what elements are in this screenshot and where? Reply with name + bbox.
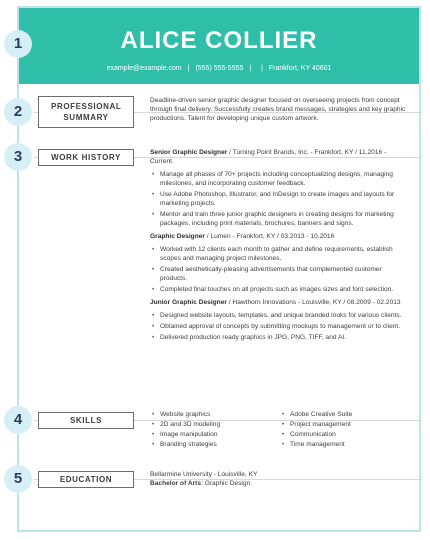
degree-line	[150, 479, 406, 488]
step-badge-3: 3	[4, 143, 32, 171]
location-text: Frankfort, KY 40601	[268, 65, 332, 72]
job-title: Graphic Designer	[150, 233, 205, 240]
job-heading	[150, 232, 406, 241]
step-badge-4: 4	[4, 406, 32, 434]
job-title: Junior Graphic Designer	[150, 299, 227, 306]
school-name: Bellarmine University - Louisville, KY	[150, 471, 258, 478]
job-bullets	[150, 245, 406, 294]
email-text: example@example.com	[106, 65, 182, 72]
job-bullet: • Manage all phases of 70+ projects including conceptualizing designs, managing milestones, and incorporating customer feedback.	[150, 170, 406, 188]
job-bullets	[150, 311, 406, 342]
skills-list-left	[150, 410, 280, 450]
education-heading	[38, 471, 134, 488]
skill-item: • Website graphics	[150, 410, 280, 420]
summary-text: Deadline-driven senior graphic designer focused on overseeing projects from concept through final delivery. Successfully creates brand messages, strategies and key graphic productions. Talent for developing unique custom artwork.	[150, 97, 406, 122]
work-history-content	[150, 148, 406, 344]
job-entry	[150, 298, 406, 342]
step-badge-2: 2	[4, 98, 32, 126]
step-badge-5: 5	[4, 465, 32, 493]
job-heading	[150, 298, 406, 307]
degree-field: : Graphic Design	[201, 480, 251, 487]
contact-separator: |	[187, 65, 190, 72]
contact-separator: |	[261, 65, 263, 72]
job-bullet: • Created aesthetically-pleasing advertisements that complemented customer products.	[150, 265, 406, 283]
resume-header	[19, 8, 419, 84]
degree-label: Bachelor of Arts	[150, 480, 202, 487]
skill-item: • Project management	[280, 420, 400, 430]
summary-heading-text: PROFESSIONAL SUMMARY	[51, 102, 122, 122]
skill-item: • Adobe Creative Suite	[280, 410, 400, 420]
job-bullet: • Use Adobe Photoshop, Illustrator, and InDesign to create images and layouts for marketing projects.	[150, 190, 406, 208]
skills-heading-text: SKILLS	[69, 416, 103, 425]
step-badge-1: 1	[4, 30, 32, 58]
job-bullet: • Designed website layouts, templates, and unique branded looks for various clients.	[150, 311, 406, 320]
skill-item: • 2D and 3D modeling	[150, 420, 280, 430]
job-details: / Turning Point Brands, Inc. - Frankfort, KY / 11.2016 - Current	[150, 149, 387, 165]
job-bullet: • Worked with 12 clients each month to gather and define requirements, establish scopes and managing project milestones.	[150, 245, 406, 263]
contact-separator: |	[249, 65, 252, 72]
candidate-name: ALICE COLLIER	[120, 27, 318, 54]
skill-item: • Communication	[280, 430, 400, 440]
skill-item: • Image manipulation	[150, 430, 280, 440]
skills-list-right	[280, 410, 400, 450]
job-bullet: • Delivered production ready graphics in JPG, PNG, TIFF, and AI.	[150, 333, 406, 342]
job-details: / Hawthorn Innovations - Louisville, KY / 08.2009 - 02.2013	[226, 299, 401, 306]
education-heading-text: EDUCATION	[59, 475, 113, 484]
skills-heading	[38, 412, 134, 429]
skills-content	[150, 410, 406, 450]
phone-text: (555) 555-5555	[195, 65, 244, 72]
job-heading	[150, 148, 406, 166]
work-heading-text: WORK HISTORY	[51, 153, 121, 162]
education-content	[150, 470, 406, 488]
professional-summary-heading	[38, 96, 134, 128]
job-bullet: • Obtained approval of concepts by submitting mockups to management or to client.	[150, 322, 406, 331]
job-entry	[150, 148, 406, 228]
skill-item: • Branding strategies	[150, 440, 280, 450]
job-bullets	[150, 170, 406, 228]
job-details: / Lumen - Frankfort, KY / 03.2013 - 10.2016	[204, 233, 335, 240]
contact-line	[19, 64, 419, 73]
job-bullet: • Completed final touches on all projects such as images sizes and font selection.	[150, 285, 406, 294]
job-entry	[150, 232, 406, 294]
job-title: Senior Graphic Designer	[150, 149, 228, 156]
work-history-heading	[38, 149, 134, 166]
job-bullet: • Mentor and train three junior graphic designers in creating designs for marketing packages, including print materials, brochures, banners and signs.	[150, 210, 406, 228]
skill-item: • Time management	[280, 440, 400, 450]
